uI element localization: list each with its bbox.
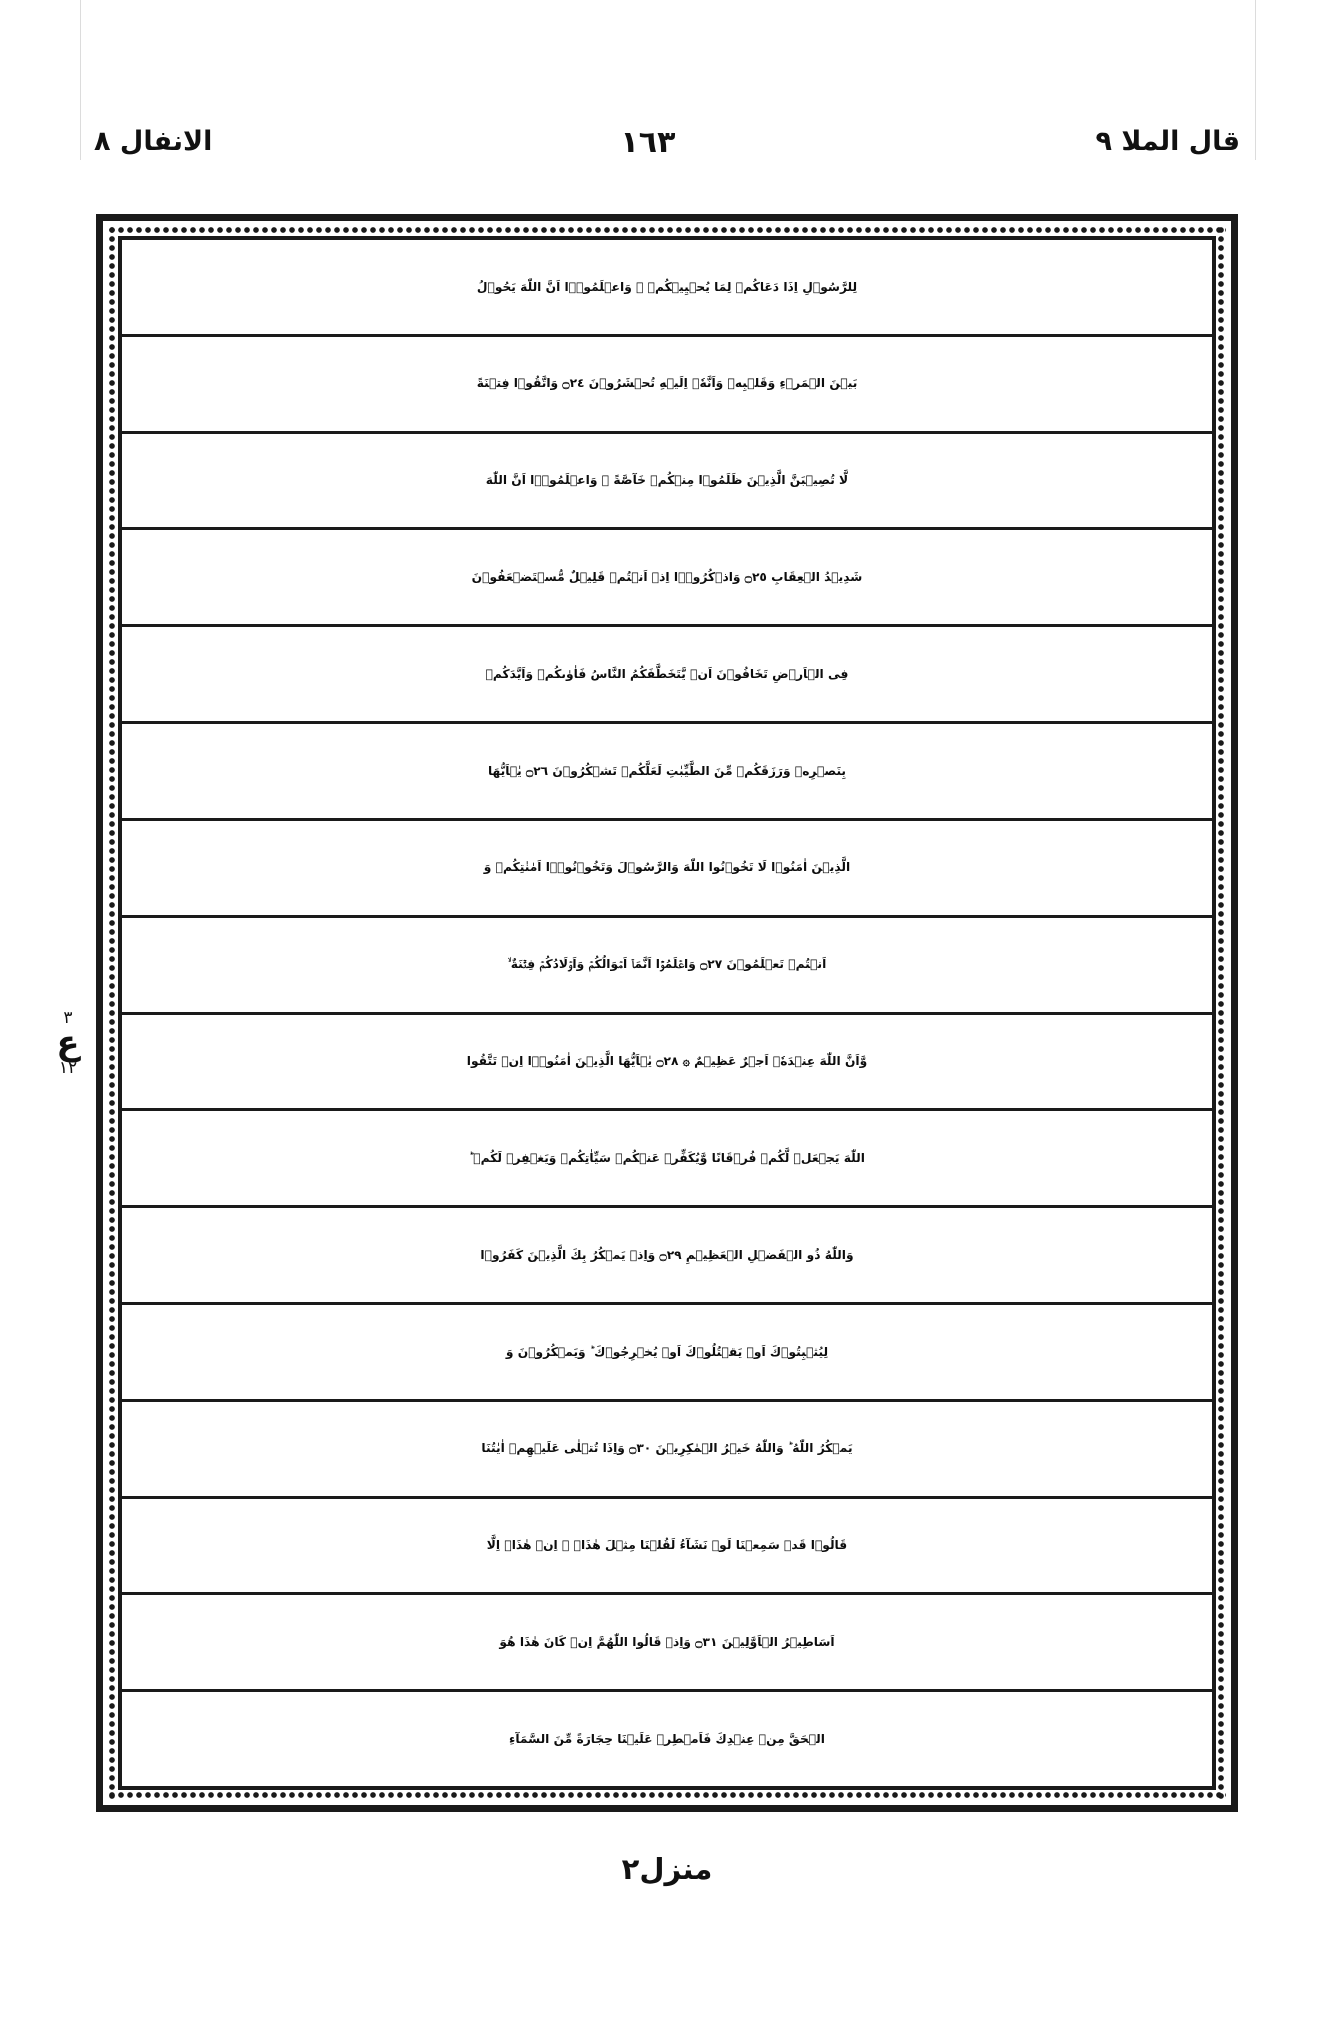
header-surah-label: الانفال ٨ [94,126,213,157]
quran-text-line [122,724,1212,821]
quran-text-line [122,1208,1212,1305]
quran-text-line [122,1692,1212,1786]
quran-text-line [122,337,1212,434]
footer-manzil-label: منزل٢ [621,1852,713,1886]
quran-text-line [122,1499,1212,1596]
side-ruku-marker [44,1010,92,1077]
header-page-number: ١٦٣ [620,125,676,160]
quran-text-line [122,1015,1212,1112]
quran-line-text: اَسَاطِيۡرُ الۡاَوَّلِيۡنَ ۝٣١ وَاِذۡ قَالُوا اللّٰهُمَّ اِنۡ كَانَ هٰذَا هُوَ [499,1634,835,1649]
quran-text-line [122,627,1212,724]
quran-line-text: وَّاَنَّ اللّٰهَ عِنۡدَهٗۤ اَجۡرٌ عَظِيۡمٌ ۞ ۝٢٨ يٰۤاَيُّهَا الَّذِيۡنَ اٰمَنُوۡۤا اِنۡ تَتَّقُوا [466,1054,868,1069]
quran-line-text: الَّذِيۡنَ اٰمَنُوۡا لَا تَخُوۡنُوا اللّٰهَ وَالرَّسُوۡلَ وَتَخُوۡنُوۡۤا اَمٰنٰتِكُمۡ وَ [483,860,851,875]
scan-edge-left-line [80,0,81,160]
quran-line-text: يَمۡكُرُ اللّٰهُ ؕ وَاللّٰهُ خَيۡرُ الۡمٰكِرِيۡنَ ۝٣٠ وَاِذَا تُتۡلٰى عَلَيۡهِمۡ اٰيٰتُنَا [481,1441,853,1456]
quran-line-text: بَيۡنَ الۡمَرۡءِ وَقَلۡبِهٖ وَاَنَّهٗۤ اِلَيۡهِ تُحۡشَرُوۡنَ ۝٢٤ وَاتَّقُوۡا فِتۡنَةً [476,376,858,391]
quran-line-text: اللّٰهَ يَجۡعَلۡ لَّكُمۡ فُرۡقَانًا وَّيُكَفِّرۡ عَنۡكُمۡ سَيِّاٰتِكُمۡ وَيَغۡفِرۡ لَكُمۡ ؕ [469,1150,865,1165]
quran-text-line [122,821,1212,918]
quran-line-text: لَّا تُصِيۡبَنَّ الَّذِيۡنَ ظَلَمُوۡا مِنۡكُمۡ خَآصَّةً ۚ وَاعۡلَمُوۡۤا اَنَّ اللّٰهَ [485,473,849,488]
quran-text-line [122,918,1212,1015]
quran-text-line [122,1305,1212,1402]
ruku-marker-bottom: ١٢ [58,1057,78,1078]
quran-text-line [122,1402,1212,1499]
quran-line-text: بِنَصۡرِهٖ وَرَزَقَكُمۡ مِّنَ الطَّيِّبٰتِ لَعَلَّكُمۡ تَشۡكُرُوۡنَ ۝٢٦ يٰۤاَيُّهَا [487,763,847,778]
quran-line-text: قَالُوۡا قَدۡ سَمِعۡنَا لَوۡ نَشَآءُ لَقُلۡنَا مِثۡلَ هٰذَاۤ ۙ اِنۡ هٰذَاۤ اِلَّا [486,1538,848,1553]
quran-text-line [122,530,1212,627]
text-frame-decorative-band [108,226,1226,1800]
text-frame-inner-border [118,236,1216,1790]
header-ruku-label: قال الملا ٩ [1095,126,1240,157]
quran-line-text: وَاللّٰهُ ذُو الۡفَضۡلِ الۡعَظِيۡمِ ۝٢٩ وَاِذۡ يَمۡكُرُ بِكَ الَّذِيۡنَ كَفَرُوۡا [480,1247,854,1262]
quran-line-text: الۡحَقَّ مِنۡ عِنۡدِكَ فَاَمۡطِرۡ عَلَيۡنَا حِجَارَةً مِّنَ السَّمَآءِ [509,1731,825,1746]
ruku-marker-symbol: ع [56,1022,80,1063]
quran-line-text: لِلرَّسُوۡلِ اِذَا دَعَاكُمۡ لِمَا يُحۡيِيۡكُمۡ ۚ وَاعۡلَمُوۡۤا اَنَّ اللّٰهَ يَحُوۡلُ [476,279,858,294]
scan-edge-right-line [1255,0,1256,160]
quran-line-text: شَدِيۡدُ الۡعِقَابِ ۝٢٥ وَاذۡكُرُوۡۤا اِذۡ اَنۡتُمۡ قَلِيۡلٌ مُّسۡتَضۡعَفُوۡنَ [471,570,863,585]
quran-text-line [122,1111,1212,1208]
text-frame-outer-border [96,214,1238,1812]
page-footer [0,1852,1334,1886]
quran-line-text: فِى الۡاَرۡضِ تَخَافُوۡنَ اَنۡ يَّتَخَطَّفَكُمُ النَّاسُ فَاٰوٰىكُمۡ وَاَيَّدَكُمۡ [485,666,849,681]
quran-line-text: اَنۡتُمۡ تَعۡلَمُوۡنَ ۝٢٧ وَاعۡلَمُوۡۤا اَنَّمَاۤ اَمۡوَالُكُمۡ وَاَوۡلَادُكُمۡ فِتۡنَةٌ ۙ [507,957,827,972]
quran-text-line [122,240,1212,337]
ruku-marker-top: ٣ [63,1008,73,1028]
quran-line-text: لِيُثۡبِتُوۡكَ اَوۡ يَقۡتُلُوۡكَ اَوۡ يُخۡرِجُوۡكَ ؕ وَيَمۡكُرُوۡنَ وَ [505,1344,829,1359]
page-header [94,125,1240,184]
quran-text-line [122,1595,1212,1692]
quran-text-line [122,434,1212,531]
